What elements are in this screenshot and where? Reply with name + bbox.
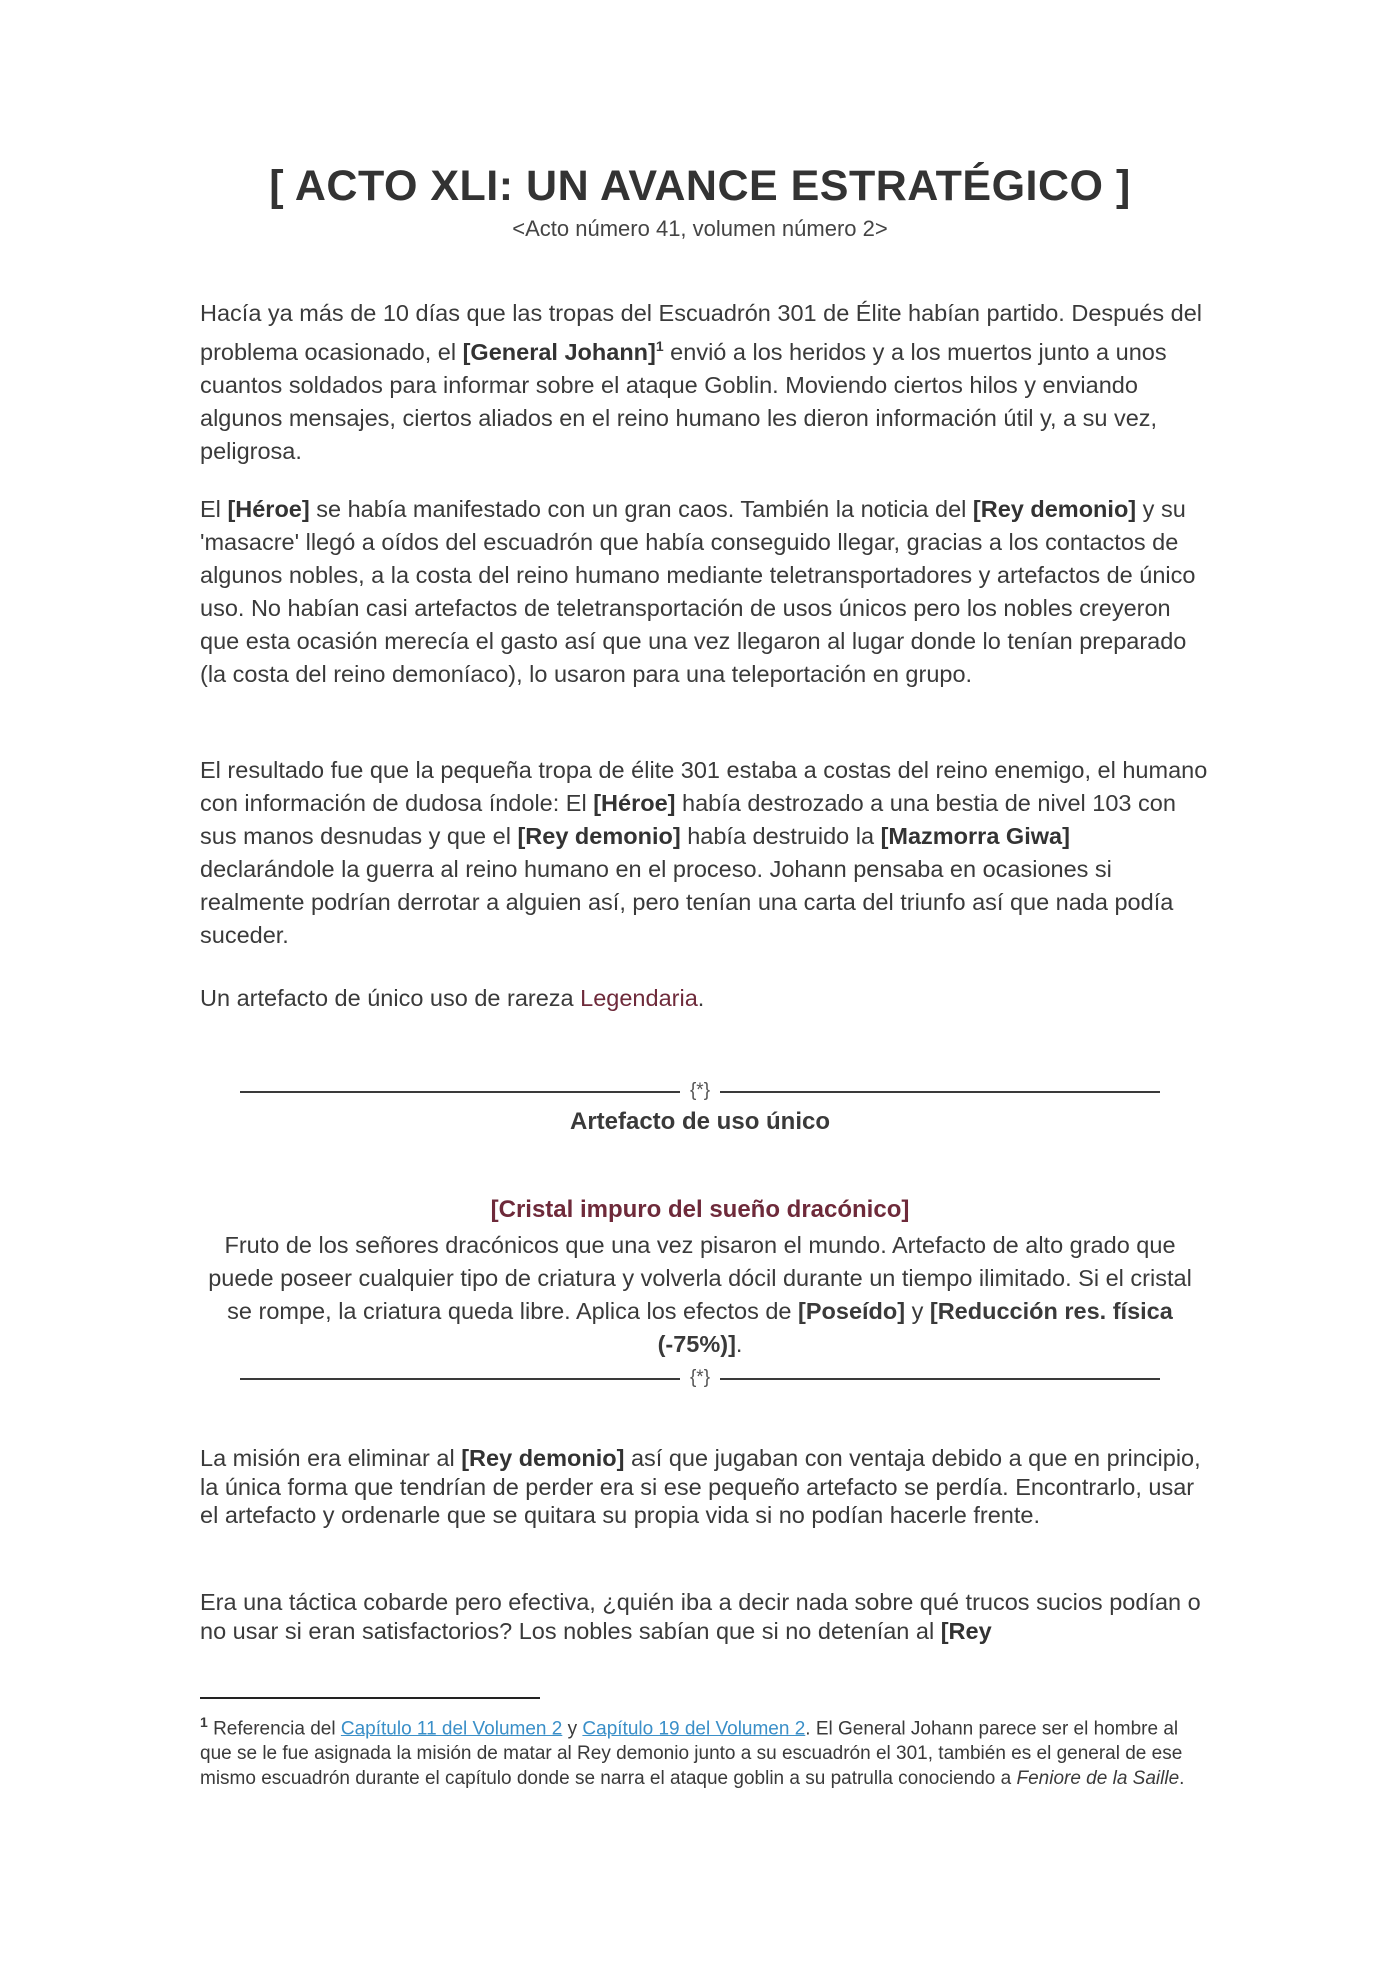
separator-mark: {*} [689, 1367, 711, 1388]
paragraph-4 [200, 982, 1210, 1015]
text-run: y [562, 1718, 583, 1740]
paragraph-3 [200, 754, 1210, 952]
text-run: . [735, 1331, 743, 1357]
paragraph-2 [200, 493, 1210, 691]
text-run: Un artefacto de único uso de rareza [200, 985, 581, 1011]
footnote-rule [200, 1697, 540, 1699]
bold-term: [Mazmorra Giwa] [880, 823, 1070, 849]
artifact-name: [Cristal impuro del sueño dracónico] [490, 1196, 910, 1223]
text-run: El [200, 496, 228, 522]
chapter-title: [ ACTO XLI: UN AVANCE ESTRATÉGICO ] [269, 162, 1131, 210]
text-run: Hacía ya más de 10 días que las tropas del Escuadrón 301 de Élite habían partido. Después del problema ocasionado, el [200, 300, 1202, 365]
text-run: La misión era eliminar al [200, 1445, 462, 1471]
footnote [200, 1710, 1210, 1791]
bold-term: [Héroe] [593, 790, 676, 816]
paragraph-1 [200, 297, 1210, 468]
text-run: Referencia del [207, 1718, 341, 1740]
text-run: y su 'masacre' llegó a oídos del escuadrón que había conseguido llegar, gracias a los contactos de algunos nobles, a la costa del reino humano mediante teletransportadores y artefactos de único uso. No habían casi artefactos de teletransportación de usos únicos pero los nobles creyeron que esta ocasión merecía el gasto así que una vez llegaron al lugar donde lo tenían preparado (la costa del reino demoníaco), lo usaron para una teleportación en grupo. [200, 496, 1196, 687]
text-run: envió a los heridos y a los muertos junto a unos cuantos soldados para informar sobre el ataque Goblin. Moviendo ciertos hilos y enviando algunos mensajes, ciertos aliados en el reino humano les dieron información útil y, a su vez, peligrosa. [200, 338, 1167, 464]
bold-term: [Rey demonio] [461, 1445, 625, 1471]
separator-line [720, 1091, 1160, 1093]
footnote-ref[interactable]: 1 [655, 338, 664, 354]
bold-term: [Poseído] [798, 1298, 906, 1324]
text-run: El resultado fue que la pequeña tropa de élite 301 estaba a costas del reino enemigo, el humano con información de dudosa índole: El [200, 757, 1208, 816]
paragraph-6 [200, 1588, 1210, 1645]
separator-mark: {*} [689, 1080, 711, 1101]
bold-term: [Héroe] [227, 496, 310, 522]
artifact-description [200, 1229, 1200, 1361]
text-run: Fruto de los señores dracónicos que una vez pisaron el mundo. Artefacto de alto grado que puede poseer cualquier tipo de criatura y volverla dócil durante un tiempo ilimitado. Si el cristal se rompe, la criatura queda libre. Aplica los efectos de [208, 1232, 1192, 1324]
footnote-number: 1 [200, 1714, 208, 1730]
text-run: y [905, 1298, 930, 1324]
separator-line [240, 1091, 680, 1093]
italic-name: Feniore de la Saille [1016, 1768, 1180, 1790]
text-run: se había manifestado con un gran caos. También la noticia del [309, 496, 973, 522]
footnote-link-chapter-11[interactable]: Capítulo 11 del Volumen 2 [340, 1718, 563, 1740]
separator-bottom [240, 1366, 1160, 1390]
bold-term: [Rey demonio] [517, 823, 681, 849]
footnote-link-chapter-19[interactable]: Capítulo 19 del Volumen 2 [582, 1718, 806, 1740]
text-run: Era una táctica cobarde pero efectiva, ¿quién iba a decir nada sobre qué trucos sucios podían o no usar si eran satisfactorios? Los nobles sabían que si no detenían al [200, 1589, 1201, 1644]
text-run: así que jugaban con ventaja debido a que en principio, la única forma que tendrían de perder era si ese pequeño artefacto se perdía. Encontrarlo, usar el artefacto y ordenarle que se quitara su propia vida si no podían hacerle frente. [200, 1445, 1201, 1528]
paragraph-5 [200, 1444, 1210, 1530]
text-run: declarándole la guerra al reino humano en el proceso. Johann pensaba en ocasiones si realmente podrían derrotar a alguien así, pero tenían una carta del triunfo así que nada podía suceder. [200, 856, 1174, 948]
bold-term: [Rey [940, 1617, 992, 1644]
rarity-word: Legendaria [580, 985, 698, 1011]
separator-line [720, 1378, 1160, 1380]
text-run: . El General Johann parece ser el hombre al que se le fue asignada la misión de matar al Rey demonio junto a su escuadrón el 301, también es el general de ese mismo escuadrón durante el capítulo donde se narra el ataque goblin a su patrulla conociendo a [200, 1718, 1183, 1790]
text-run: había destruido la [680, 823, 881, 849]
separator-top [240, 1079, 1160, 1103]
bold-term: [General Johann] [462, 338, 656, 365]
text-run: . [697, 985, 705, 1011]
text-run: había destrozado a una bestia de nivel 103 con sus manos desnudas y que el [200, 790, 1176, 849]
chapter-subtitle: <Acto número 41, volumen número 2> [512, 216, 888, 241]
text-run: . [1179, 1768, 1185, 1790]
bold-term: [Rey demonio] [972, 496, 1137, 522]
separator-line [240, 1378, 680, 1380]
bold-term: [Reducción res. física (-75%)] [657, 1298, 1173, 1357]
artifact-heading: Artefacto de uso único [569, 1108, 831, 1135]
